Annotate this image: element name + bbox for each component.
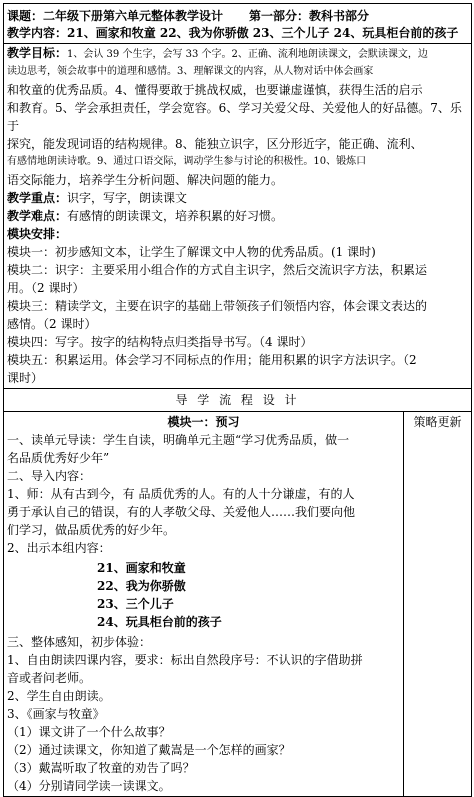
teaching-content xyxy=(7,25,468,42)
module-line-7: 课时） xyxy=(7,371,44,385)
flow-title: 导 学 流 程 设 计 xyxy=(4,389,472,412)
goals-line-3: 和教育。5、学会承担责任，学会宽容。6、学习关爱父母、关爱他人的好品德。7、乐于 xyxy=(7,101,462,133)
goals-line-4: 探究，能发现词语的结构规律。8、能独立识字，区分形近字，能正确、流利、 xyxy=(7,137,423,151)
module-line-5: 模块四：写字。按字的结构特点归类指导书写。（4 课时） xyxy=(7,335,313,349)
flow2-line-3: 2、学生自由朗读。 xyxy=(7,689,111,703)
course-title: 二年级下册第六单元整体教学设计 xyxy=(43,9,224,23)
flow-line-1: 名品质优秀好少年” xyxy=(7,451,110,465)
flow-line-2: 二、导入内容： xyxy=(7,469,92,483)
flow2-line-8: （4）分别请同学读一读课文。 xyxy=(7,779,171,793)
difficulty-label: 教学难点： xyxy=(7,209,68,223)
flow-body-row xyxy=(4,412,472,797)
keypoints-section xyxy=(7,189,468,207)
keypoints-text: 识字，写字，朗读课文 xyxy=(67,191,188,205)
header-row xyxy=(4,4,472,44)
goals-section xyxy=(7,45,468,189)
difficulty-text: 有感情的朗读课文，培养积累的好习惯。 xyxy=(67,209,284,223)
lesson-plan-page xyxy=(3,3,471,797)
module-line-2: 用。（2 课时） xyxy=(7,281,85,295)
flow2-line-4: 3、《画家与牧童》 xyxy=(7,707,105,721)
goals-label: 教学目标： xyxy=(7,46,68,60)
goals-line-2: 和牧童的优秀品质。4、懂得要敢于挑战权威，也要谦虚谨慎，获得生活的启示 xyxy=(7,83,423,97)
module-line-0: 模块一：初步感知文本，让学生了解课文中人物的优秀品质。(1 课时) xyxy=(7,245,376,259)
flow-title-row xyxy=(4,389,472,412)
flow2-line-1: 1、自由朗读四课内容，要求：标出自然段序号：不认识的字借助拼 xyxy=(7,653,363,667)
module-one-title: 模块一：预习 xyxy=(167,415,240,429)
info-row xyxy=(4,44,472,389)
modules-section xyxy=(7,225,468,387)
flow-line-4: 勇于承认自己的错误，有的人孝敬父母、关爱他人……我们要向他 xyxy=(7,505,356,519)
keypoints-label: 教学重点： xyxy=(7,191,68,205)
goals-line-1: 读边思考，领会故事中的道理和感情。3、理解课文的内容，从人物对话中体会画家 xyxy=(7,66,374,77)
modules-label: 模块安排： xyxy=(7,227,68,241)
module-line-6: 模块五：积累运用。体会学习不同标点的作用；能用积累的识字方法识字。（2 xyxy=(7,353,417,367)
flow2-line-6: （2）通过读课文，你知道了戴嵩是一个怎样的画家？ xyxy=(7,743,291,757)
goals-line-5: 有感情地朗读诗歌。9、通过口语交际，调动学生参与讨论的积极性。10、锻炼口 xyxy=(7,156,367,167)
header-cell xyxy=(4,4,472,44)
goals-line-0: 1、会认 39 个生字，会写 33 个字。2、正确、流利地朗读课文，会默读课文，边 xyxy=(67,49,428,60)
content-label: 教学内容： xyxy=(7,26,68,40)
strategy-update-cell xyxy=(404,412,472,797)
module-line-3: 模块三：精读学文，主要在识字的基础上带领孩子们领悟内容，体会课文表达的 xyxy=(7,299,428,313)
goals-line-6: 语交际能力，培养学生分析问题、解决问题的能力。 xyxy=(7,173,284,187)
difficulty-section xyxy=(7,207,468,225)
content-text: 21、画家和牧童 22、我为你骄傲 23、三个儿子 24、玩具柜台前的孩子 xyxy=(67,26,459,40)
flow-line-0: 一、读单元导读：学生自读，明确单元主题“学习优秀品质，做一 xyxy=(7,433,350,447)
part-title: 第一部分：教科书部分 xyxy=(249,9,370,23)
flow2-line-5: （1）课文讲了一个什么故事？ xyxy=(7,725,171,739)
flow-line-3: 1、师：从有古到今，有 品质优秀的人。有的人十分谦虚，有的人 xyxy=(7,487,355,501)
lesson-plan-table xyxy=(3,3,472,797)
module-line-4: 感情。（2 课时） xyxy=(7,317,97,331)
flow2-line-2: 音或者问老师。 xyxy=(7,671,92,685)
flow2-line-7: （3）戴嵩听取了牧童的劝告了吗？ xyxy=(7,761,195,775)
flow-main-cell xyxy=(4,412,404,797)
module-line-1: 模块二：识字：主要采用小组合作的方式自主识字，然后交流识字方法，积累运 xyxy=(7,263,428,277)
lesson-item-22: 22、我为你骄傲 xyxy=(97,579,186,593)
lesson-item-21: 21、画家和牧童 xyxy=(97,561,186,575)
info-cell xyxy=(4,44,472,389)
lesson-item-24: 24、玩具柜台前的孩子 xyxy=(97,615,222,629)
lesson-list xyxy=(7,557,400,633)
flow-line-5: 们学习，做品质优秀的好少年。 xyxy=(7,523,176,537)
strategy-update-label: 策略更新 xyxy=(413,415,462,429)
course-label: 课题： xyxy=(7,9,44,23)
lesson-item-23: 23、三个儿子 xyxy=(97,597,174,611)
flow-line-6: 2、出示本组内容： xyxy=(7,541,111,555)
flow2-line-0: 三、整体感知，初步体验： xyxy=(7,635,152,649)
